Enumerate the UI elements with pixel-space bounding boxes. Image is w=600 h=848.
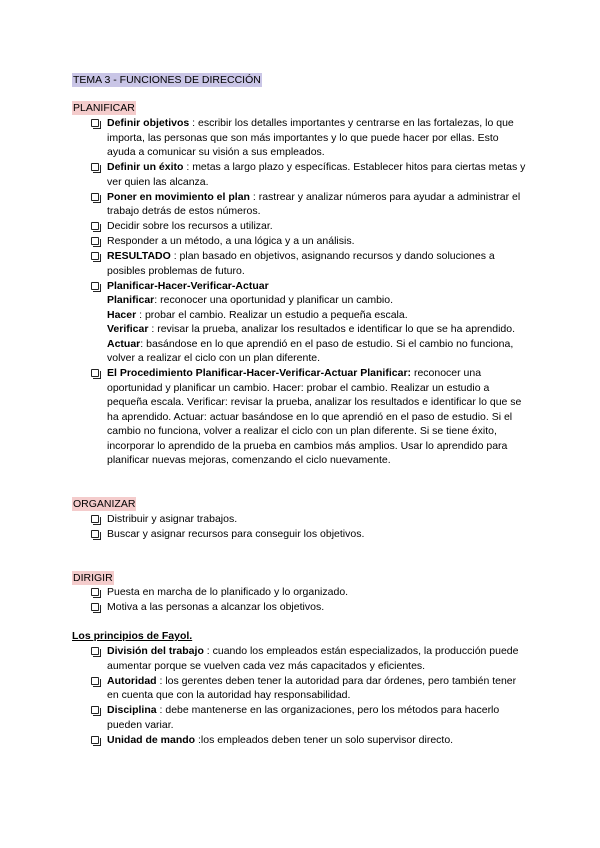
checkbox-bullet-icon bbox=[91, 282, 99, 290]
item-text: : debe mantenerse en las organizaciones, pero los métodos para hacerlo pueden variar. bbox=[107, 704, 500, 731]
item-term: Definir un éxito bbox=[107, 161, 184, 173]
checkbox-bullet-icon bbox=[91, 515, 99, 523]
checkbox-bullet-icon bbox=[91, 237, 99, 245]
checkbox-bullet-icon bbox=[91, 706, 99, 714]
item-term: División del trabajo bbox=[107, 645, 204, 657]
list-item bbox=[88, 733, 528, 748]
pdca-term: Actuar bbox=[107, 337, 141, 350]
pdca-text: : basándose en lo que aprendió en el paso de estudio. Si el cambio no funciona, volver a realizar el ciclo con un plan diferente. bbox=[107, 337, 514, 364]
item-term: Planificar-Hacer-Verificar-Actuar bbox=[107, 279, 269, 292]
item-text: Decidir sobre los recursos a utilizar. bbox=[107, 220, 273, 232]
list-item bbox=[88, 249, 528, 278]
list-item bbox=[88, 674, 528, 703]
list-item-procedure bbox=[88, 366, 528, 468]
pdca-term: Planificar bbox=[107, 294, 155, 306]
item-term: Unidad de mando bbox=[107, 733, 196, 746]
section-heading-dirigir: DIRIGIR bbox=[73, 572, 113, 584]
pdca-term: Hacer bbox=[107, 308, 137, 321]
checkbox-bullet-icon bbox=[91, 677, 99, 685]
fayol-list bbox=[88, 644, 528, 748]
item-term: El Procedimiento Planificar-Hacer-Verificar-Actuar Planificar: bbox=[107, 367, 412, 379]
item-term: Poner en movimiento el plan bbox=[107, 190, 250, 203]
section-heading-organizar: ORGANIZAR bbox=[73, 498, 136, 510]
checkbox-bullet-icon bbox=[91, 736, 99, 744]
pdca-line bbox=[107, 337, 528, 366]
page-title: TEMA 3 - FUNCIONES DE DIRECCIÓN bbox=[73, 74, 261, 86]
list-item bbox=[88, 512, 528, 527]
pdca-text: : probar el cambio. Realizar un estudio a pequeña escala. bbox=[136, 308, 408, 321]
pdca-text: : reconocer una oportunidad y planificar un cambio. bbox=[154, 294, 394, 306]
item-text: :los empleados deben tener un solo supervisor directo. bbox=[195, 733, 454, 746]
checkbox-bullet-icon bbox=[91, 530, 99, 538]
item-text: Distribuir y asignar trabajos. bbox=[107, 513, 238, 525]
checkbox-bullet-icon bbox=[91, 119, 99, 127]
planificar-list bbox=[88, 116, 528, 468]
list-item-pdca bbox=[88, 279, 528, 366]
item-term: Definir objetivos bbox=[107, 117, 190, 129]
pdca-line bbox=[107, 293, 528, 308]
checkbox-bullet-icon bbox=[91, 588, 99, 596]
section-heading-planificar: PLANIFICAR bbox=[73, 102, 135, 114]
checkbox-bullet-icon bbox=[91, 252, 99, 260]
checkbox-bullet-icon bbox=[91, 647, 99, 655]
organizar-list bbox=[88, 512, 528, 542]
list-item bbox=[88, 160, 528, 189]
pdca-line bbox=[107, 322, 528, 337]
item-text: : metas a largo plazo y específicas. Establecer hitos para ciertas metas y ver quien las alcanza. bbox=[107, 161, 526, 188]
checkbox-bullet-icon bbox=[91, 163, 99, 171]
checkbox-bullet-icon bbox=[91, 193, 99, 201]
item-term: RESULTADO bbox=[107, 250, 171, 262]
pdca-line bbox=[107, 308, 528, 323]
pdca-term: Verificar bbox=[107, 323, 149, 335]
list-item bbox=[88, 219, 528, 234]
checkbox-bullet-icon bbox=[91, 222, 99, 230]
list-item bbox=[88, 703, 528, 732]
item-term: Autoridad bbox=[107, 674, 157, 687]
checkbox-bullet-icon bbox=[91, 369, 99, 377]
list-item bbox=[88, 234, 528, 249]
section-heading-fayol: Los principios de Fayol. bbox=[72, 630, 193, 642]
item-text: Motiva a las personas a alcanzar los objetivos. bbox=[107, 601, 325, 613]
item-text: : cuando los empleados están especializados, la producción puede aumentar porque se vuelven cada vez más capacitados y eficientes. bbox=[107, 645, 519, 672]
list-item bbox=[88, 116, 528, 160]
item-text: : los gerentes deben tener la autoridad para dar órdenes, pero también tener en cuenta que con la autoridad hay responsabilidad. bbox=[107, 674, 517, 701]
item-text: reconocer una oportunidad y planificar un cambio. Hacer: probar el cambio. Realizar un estudio a pequeña escala. Verificar: revisar la prueba, analizar los resultados e identificar lo que se ha aprendido. Actuar: actuar basándose en lo que aprendió en el paso de estudio. Si el cambio no funciona, volver a realizar el ciclo con un plan diferente. Si se tiene éxito, incorporar lo aprendido de la prueba en cambios más amplios. Usar lo aprendido para planificar nuevas mejoras, comenzando el ciclo nuevamente. bbox=[107, 367, 522, 466]
item-text: Puesta en marcha de lo planificado y lo organizado. bbox=[107, 586, 349, 598]
item-text: : plan basado en objetivos, asignando recursos y dando soluciones a posibles problemas de futuro. bbox=[107, 250, 495, 277]
list-item bbox=[88, 585, 528, 600]
pdca-text: : revisar la prueba, analizar los resultados e identificar lo que se ha aprendido. bbox=[148, 323, 515, 335]
list-item bbox=[88, 644, 528, 673]
dirigir-list bbox=[88, 585, 528, 615]
item-text: Responder a un método, a una lógica y a un análisis. bbox=[107, 235, 355, 247]
item-term: Disciplina bbox=[107, 704, 157, 716]
item-text: : rastrear y analizar números para ayudar a administrar el trabajo detrás de estos números. bbox=[107, 190, 521, 217]
list-item bbox=[88, 190, 528, 219]
list-item bbox=[88, 600, 528, 615]
item-text: Buscar y asignar recursos para conseguir los objetivos. bbox=[107, 528, 365, 540]
checkbox-bullet-icon bbox=[91, 603, 99, 611]
list-item bbox=[88, 527, 528, 542]
item-text: : escribir los detalles importantes y centrarse en las fortalezas, lo que importa, las personas que son más importantes y lo que puede hacer por ellas. Esto ayuda a comunicar su visión a sus empleados. bbox=[107, 117, 514, 158]
